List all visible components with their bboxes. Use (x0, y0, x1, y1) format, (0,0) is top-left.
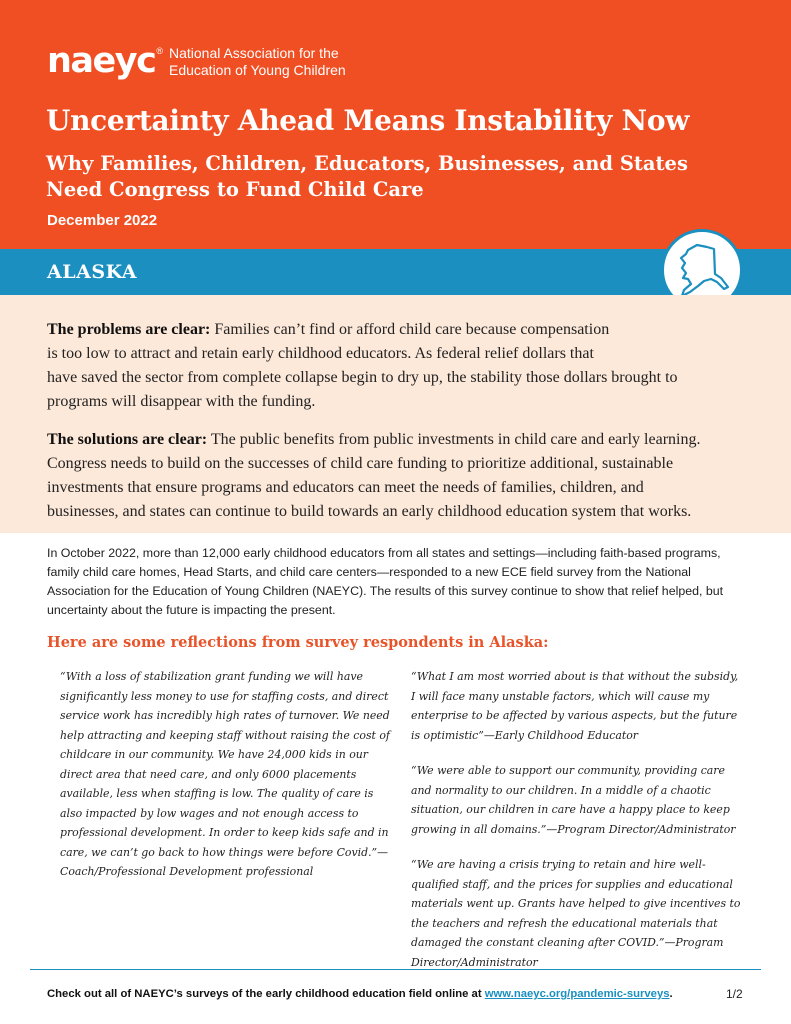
org-line-2: Education of Young Children (168, 61, 346, 78)
solutions-line-3: investments that ensure programs and educators can meet the needs of families, children, and (47, 479, 644, 496)
respondent-quote: “With a loss of stabilization grant funding we will have significantly less money to use for staffing costs, and direct service work has incredibly high rates of turnover. We need help attracting and keeping staff without raising the cost of childcare in our community. We have 24,000 kids in our direct area that need care, and only 6000 placements available, less when staffing is low. The quality of care is also impacted by low wages and not enough access to professional development. In order to keep kids safe and in care, we can’t go back to how things were before Covid.”—Coach/Professional Development professional (60, 670, 390, 878)
solutions-label: The solutions are clear: (47, 431, 208, 448)
problems-line-3: have saved the sector from complete collapse begin to dry up, the stability those dollars brought to (47, 369, 678, 386)
organization-name (169, 45, 346, 79)
survey-intro-paragraph: In October 2022, more than 12,000 early childhood educators from all states and settings—including faith-based programs, family child care homes, Head Starts, and child care centers—responded to a new ECE field survey from the National Association for the Education of Young Children (NAEYC). The results of this survey continue to show that relief helped, but uncertainty about the future is impacting the present. (47, 546, 724, 617)
quotes-right-column (411, 667, 745, 988)
footer-message: Check out all of NAEYC’s surveys of the early childhood education field online at (47, 988, 485, 1000)
footer-text (47, 988, 673, 1000)
footer-period: . (669, 988, 673, 1000)
respondent-quote: “What I am most worried about is that without the subsidy, I will face many unstable factors, which will cause my enterprise to be affected by various aspects, but the future is optimistic”—Early Childhood Educator (411, 670, 739, 742)
solutions-line-2: Congress needs to build on the successes of child care funding to prioritize additional, sustainable (47, 455, 674, 472)
problems-line-2: is too low to attract and retain early childhood educators. As federal relief dollars that (47, 345, 594, 362)
page-number: 1/2 (726, 987, 743, 1001)
org-line-1: National Association for the (168, 44, 339, 61)
problems-line-4: programs will disappear with the funding. (47, 393, 316, 410)
header-banner (0, 0, 791, 249)
problems-label: The problems are clear: (47, 321, 211, 338)
state-name: ALASKA (47, 261, 138, 283)
naeyc-logo[interactable] (47, 41, 346, 81)
solutions-line-1: The public benefits from public investments in child care and early learning. (207, 431, 701, 448)
logo-wordmark: naeyc (47, 41, 156, 81)
publication-date: December 2022 (47, 212, 158, 229)
respondent-quote: “We were able to support our community, providing care and normality to our children. In a middle of a chaotic situation, our children in care have a happy place to keep growing in all domains.”—Program Director/Administrator (411, 764, 736, 836)
page-title: Uncertainty Ahead Means Instability Now (46, 104, 690, 137)
respondent-quote: “We are having a crisis trying to retain and hire well-qualified staff, and the prices for supplies and educational materials went up. Grants have helped to give incentives to the teachers and refresh the educational materials that damaged the constant cleaning after COVID.”—Program Director/Administrator (411, 858, 741, 969)
reflections-heading: Here are some reflections from survey respondents in Alaska: (47, 634, 549, 651)
footer-divider (30, 969, 761, 970)
solutions-line-4: businesses, and states can continue to build towards an early childhood education system that works. (47, 503, 692, 520)
problems-line-1: Families can’t find or afford child care because compensation (210, 321, 610, 338)
pandemic-surveys-link[interactable]: www.naeyc.org/pandemic-surveys (484, 988, 670, 1000)
registered-mark: ® (156, 46, 163, 56)
page-subtitle: Why Families, Children, Educators, Businesses, and States Need Congress to Fund Child Care (46, 152, 688, 201)
